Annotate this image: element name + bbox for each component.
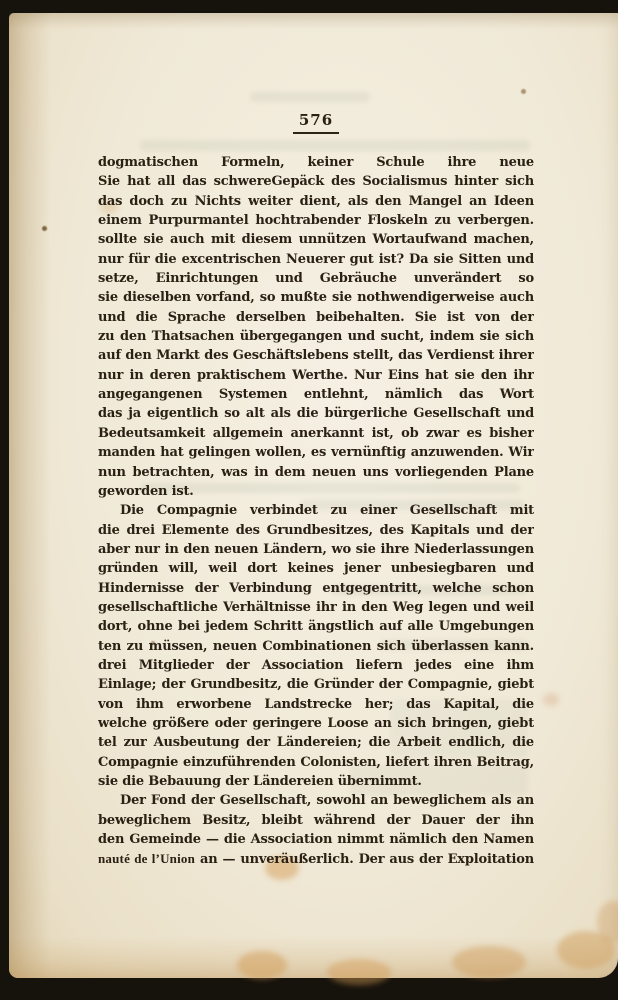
text-line <box>98 714 534 733</box>
text-line <box>98 250 534 269</box>
body-text: das ja eigentlich so alt als die bürgerliche Gesellschaft und <box>98 406 534 422</box>
text-line <box>98 695 534 714</box>
body-text: einem Purpurmantel hochtrabender Floskeln zu verbergen. <box>98 213 534 229</box>
body-text: auf den Markt des Geschäftslebens stellt, das Verdienst ihrer <box>98 348 534 364</box>
foxing-stain <box>237 951 287 979</box>
foxing-stain <box>327 959 391 985</box>
text-line <box>98 172 534 191</box>
page-header <box>98 110 534 134</box>
text-line <box>98 366 534 385</box>
text-line <box>98 753 534 772</box>
body-text: zu den Thatsachen übergegangen und sucht, indem sie sich <box>98 329 534 345</box>
body-text: und die Sprache derselben beibehalten. Sie ist von der <box>98 309 534 325</box>
text-line <box>98 617 534 636</box>
page-number: 576 <box>298 111 334 129</box>
body-text: sie die Bebauung der Ländereien übernimmt. <box>98 774 422 789</box>
page-text <box>98 153 534 869</box>
body-text: nur in deren praktischem Werthe. Nur Eins hat sie den ihr <box>98 367 534 383</box>
showthrough-text <box>250 92 370 102</box>
body-text: den Gemeinde — die Association nimmt nämlich den Namen <box>98 832 534 848</box>
text-line <box>98 443 534 462</box>
body-text: von ihm erworbene Landstrecke her; das Kapital, die <box>98 696 534 712</box>
text-line <box>98 288 534 307</box>
text-line <box>98 327 534 346</box>
body-text: Sie hat all das schwereGepäck des Socialismus hinter sich <box>98 174 534 190</box>
text-line <box>98 230 534 249</box>
body-text: dort, ohne bei jedem Schritt ängstlich auf alle Umgebungen <box>98 619 534 635</box>
body-text: Die Compagnie verbindet zu einer Gesellschaft mit <box>120 503 534 519</box>
text-line <box>98 579 534 598</box>
text-line <box>98 637 534 656</box>
body-text: gründen will, weil dort keines jener unbesiegbaren und <box>98 561 534 577</box>
text-line <box>98 849 534 868</box>
text-line <box>98 482 534 501</box>
foxing-stain <box>543 693 559 706</box>
text-line <box>98 675 534 694</box>
text-line <box>98 308 534 327</box>
body-text: beweglichem Besitz, bleibt während der Dauer der ihn <box>98 812 534 828</box>
top-edge-shadow <box>9 13 618 29</box>
body-text: angegangenen Systemen entlehnt, nämlich das Wort <box>98 387 534 403</box>
body-text: drei Mitglieder der Association liefern jedes eine ihm <box>98 657 534 673</box>
text-line <box>98 501 534 520</box>
text-line <box>98 598 534 617</box>
body-text: geworden ist. <box>98 483 194 499</box>
body-text: an — unveräußerlich. Der aus der Exploitation <box>195 852 534 868</box>
text-line <box>98 559 534 578</box>
text-line <box>98 211 534 230</box>
body-text: Hindernisse der Verbindung entgegentritt, welche schon <box>98 580 534 596</box>
text-line <box>98 733 534 752</box>
body-text: das doch zu Nichts weiter dient, als den Mangel an Ideen <box>98 193 534 209</box>
ink-speck <box>521 89 526 94</box>
book-page <box>9 13 618 978</box>
text-line <box>98 521 534 540</box>
text-line <box>98 404 534 423</box>
text-line <box>98 153 534 172</box>
text-line <box>98 346 534 365</box>
body-text: die drei Elemente des Grundbesitzes, des Kapitals und der <box>98 522 534 538</box>
gutter-shadow <box>9 13 51 978</box>
body-text: welche größere oder geringere Loose an sich bringen, giebt <box>98 715 534 731</box>
ink-speck <box>42 226 47 231</box>
body-text: Einlage; der Grundbesitz, die Gründer der Compagnie, giebt <box>98 677 534 693</box>
body-text: Der Fond der Gesellschaft, sowohl an beweglichem als an <box>120 793 534 809</box>
text-line <box>98 540 534 559</box>
text-line <box>98 269 534 288</box>
body-text: sollte sie auch mit diesem unnützen Wortaufwand machen, <box>98 232 534 248</box>
body-text: sie dieselben vorfand, so mußte sie nothwendigerweise auch <box>98 290 534 306</box>
text-line <box>98 463 534 482</box>
page-number-rule <box>293 132 339 134</box>
text-line <box>98 830 534 849</box>
body-text: Bedeutsamkeit allgemein anerkannt ist, ob zwar es bisher <box>98 425 534 441</box>
text-line <box>98 811 534 830</box>
body-text: tel zur Ausbeutung der Ländereien; die Arbeit endlich, die <box>98 735 534 751</box>
text-line <box>98 424 534 443</box>
body-text: gesellschaftliche Verhältnisse ihr in den Weg legen und weil <box>98 599 534 615</box>
body-text: ten zu müssen, neuen Combinationen sich überlassen kann. <box>98 638 534 654</box>
body-text: dogmatischen Formeln, keiner Schule ihre neue <box>98 155 534 170</box>
body-text: manden hat gelingen wollen, es vernünftig anzuwenden. Wir <box>98 445 534 461</box>
text-line <box>98 192 534 211</box>
text-line <box>98 772 534 791</box>
foxing-stain <box>452 946 526 978</box>
bottom-edge-shadow <box>9 936 618 978</box>
body-text: Compagnie einzuführenden Colonisten, liefert ihren Beitrag, <box>98 754 534 770</box>
body-text: aber nur in den neuen Ländern, wo sie ihre Niederlassungen <box>98 541 534 557</box>
body-text: nur für die excentrischen Neuerer gut ist? Da sie Sitten und <box>98 251 534 267</box>
showthrough-text <box>140 140 530 151</box>
text-line <box>98 385 534 404</box>
text-line <box>98 656 534 675</box>
emphasized-text: nauté de l’Union <box>98 851 196 867</box>
body-text: nun betrachten, was in dem neuen uns vorliegenden Plane <box>98 464 534 480</box>
text-line <box>98 791 534 810</box>
body-text: setze, Einrichtungen und Gebräuche unverändert so <box>98 271 534 287</box>
